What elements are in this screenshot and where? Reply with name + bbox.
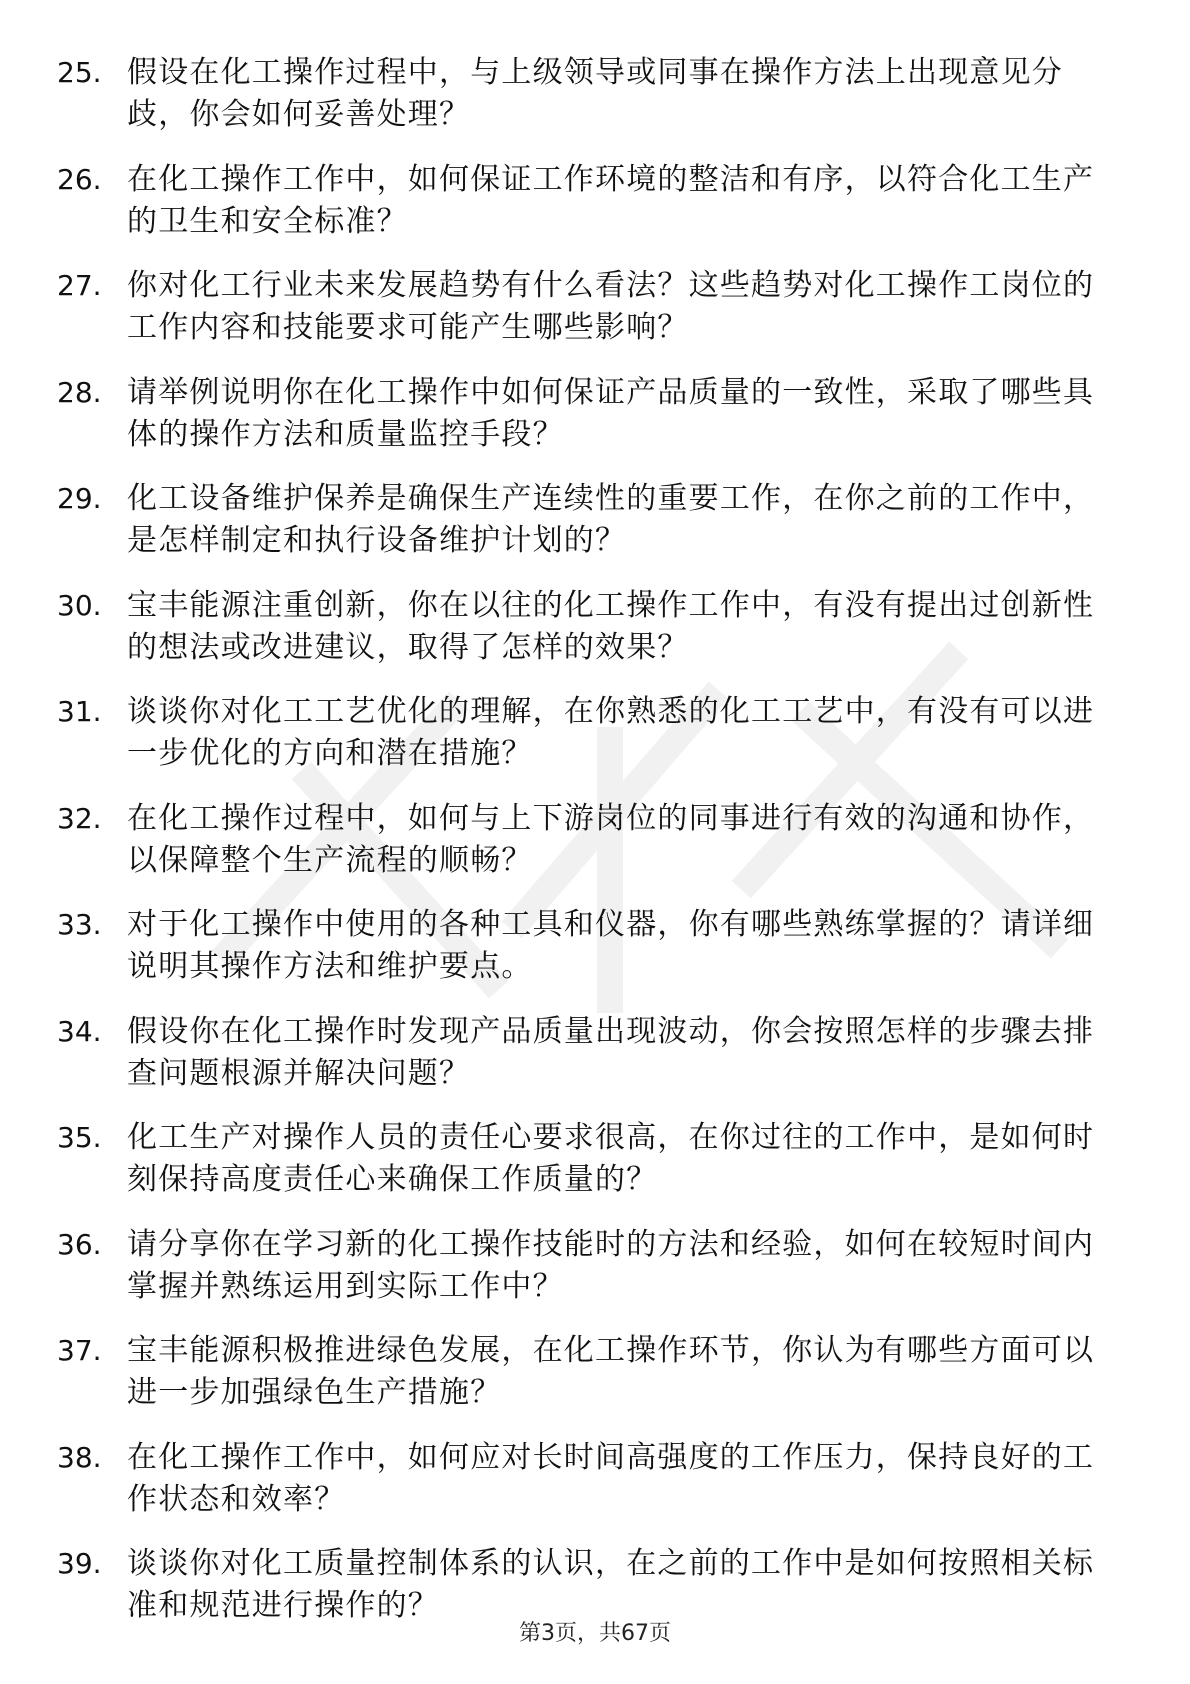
question-item-25: [57, 52, 1117, 136]
question-number: 28.: [57, 375, 102, 409]
question-item-30: [57, 585, 1117, 669]
question-item-27: [57, 265, 1117, 349]
question-text: 假设你在化工操作时发现产品质量出现波动，你会按照怎样的步骤去排查问题根源并解决问题？: [127, 1013, 1095, 1091]
question-number: 30.: [57, 588, 102, 622]
question-item-39: [57, 1543, 1117, 1627]
question-text: 在化工操作工作中，如何应对长时间高强度的工作压力，保持良好的工作状态和效率？: [127, 1439, 1095, 1517]
question-item-37: [57, 1330, 1117, 1414]
question-number: 35.: [57, 1121, 102, 1154]
question-number: 29.: [57, 482, 102, 515]
question-item-33: [57, 904, 1117, 988]
question-text: 化工设备维护保养是确保生产连续性的重要工作，在你之前的工作中，是怎样制定和执行设备维护计划的？: [127, 481, 1095, 558]
question-text: 在化工操作过程中，如何与上下游岗位的同事进行有效的沟通和协作，以保障整个生产流程的顺畅？: [127, 800, 1095, 878]
question-number: 39.: [57, 1547, 102, 1580]
question-text: 请举例说明你在化工操作中如何保证产品质量的一致性，采取了哪些具体的操作方法和质量监控手段？: [127, 374, 1095, 452]
question-text: 对于化工操作中使用的各种工具和仪器，你有哪些熟练掌握的？请详细说明其操作方法和维护要点。: [127, 907, 1095, 984]
question-text: 化工生产对操作人员的责任心要求很高，在你过往的工作中，是如何时刻保持高度责任心来确保工作质量的？: [127, 1120, 1095, 1197]
question-number: 33.: [57, 908, 102, 941]
question-item-38: [57, 1437, 1117, 1521]
question-item-28: [57, 372, 1117, 456]
question-number: 25.: [57, 56, 102, 89]
question-text: 请分享你在学习新的化工操作技能时的方法和经验，如何在较短时间内掌握并熟练运用到实际工作中？: [127, 1226, 1095, 1304]
question-list: [57, 52, 1117, 1650]
question-item-26: [57, 159, 1117, 243]
question-item-32: [57, 798, 1117, 882]
question-number: 27.: [57, 269, 102, 302]
question-item-35: [57, 1117, 1117, 1201]
question-item-36: [57, 1224, 1117, 1308]
question-item-31: [57, 691, 1117, 775]
question-item-34: [57, 1011, 1117, 1095]
question-text: 宝丰能源注重创新，你在以往的化工操作工作中，有没有提出过创新性的想法或改进建议，取得了怎样的效果？: [127, 587, 1095, 665]
question-text: 宝丰能源积极推进绿色发展，在化工操作环节，你认为有哪些方面可以进一步加强绿色生产措施？: [127, 1333, 1095, 1410]
question-number: 26.: [57, 162, 102, 196]
question-item-29: [57, 478, 1117, 562]
question-text: 假设在化工操作过程中，与上级领导或同事在操作方法上出现意见分歧，你会如何妥善处理？: [127, 55, 1063, 132]
question-text: 你对化工行业未来发展趋势有什么看法？这些趋势对化工操作工岗位的工作内容和技能要求可能产生哪些影响？: [127, 268, 1095, 345]
question-number: 36.: [57, 1227, 102, 1261]
question-text: 谈谈你对化工质量控制体系的认识，在之前的工作中是如何按照相关标准和规范进行操作的？: [127, 1546, 1095, 1623]
question-number: 34.: [57, 1014, 102, 1048]
question-number: 37.: [57, 1334, 102, 1367]
question-text: 谈谈你对化工工艺优化的理解，在你熟悉的化工工艺中，有没有可以进一步优化的方向和潜在措施？: [127, 694, 1095, 771]
question-number: 31.: [57, 695, 102, 728]
question-number: 38.: [57, 1440, 102, 1474]
question-number: 32.: [57, 801, 102, 835]
question-text: 在化工操作工作中，如何保证工作环境的整洁和有序，以符合化工生产的卫生和安全标准？: [127, 161, 1095, 239]
page-number: 第3页，共67页: [519, 1621, 671, 1646]
